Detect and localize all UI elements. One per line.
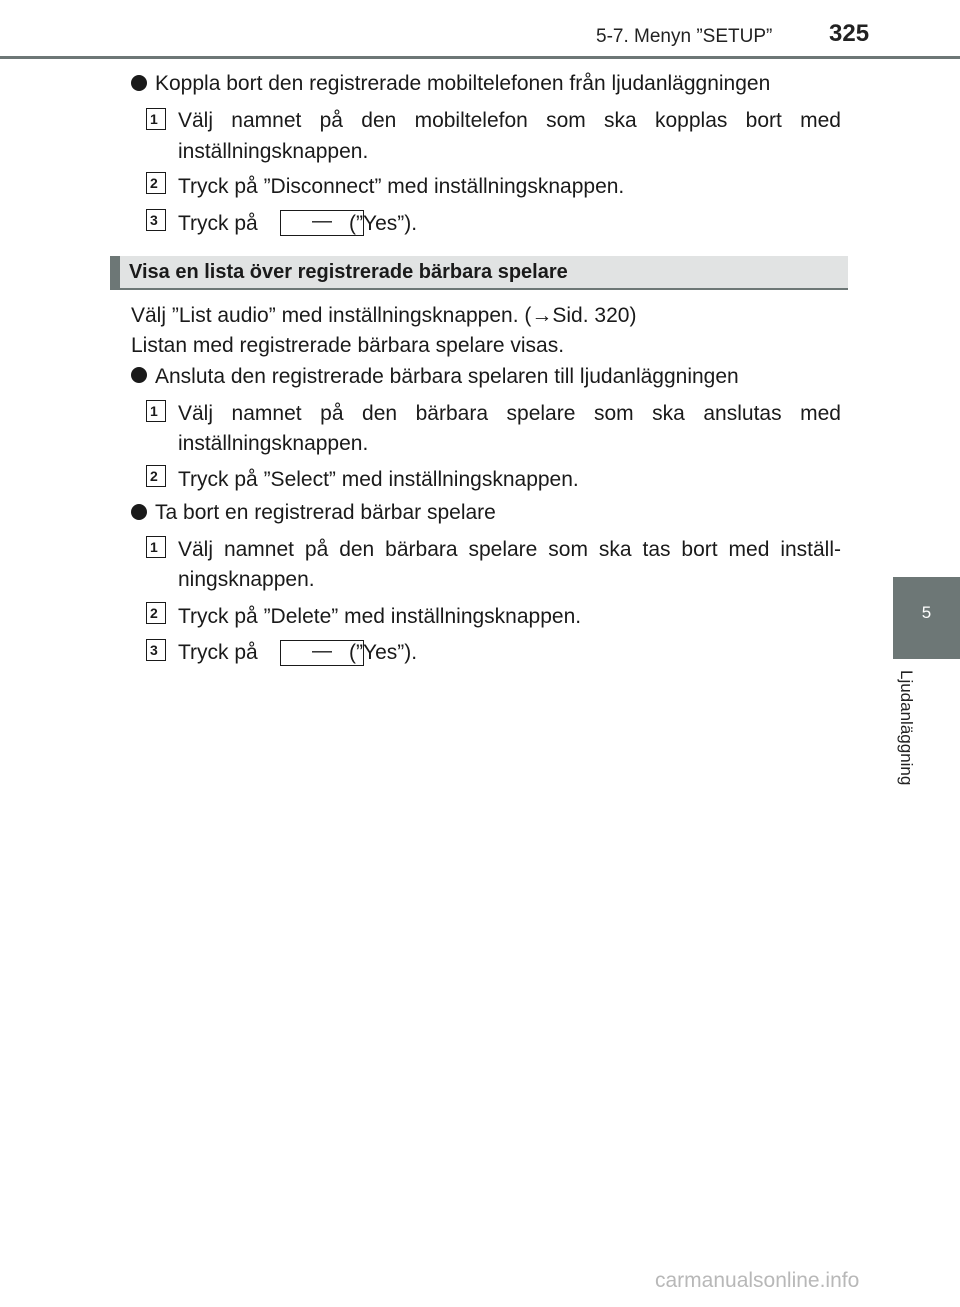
connect-title: Ansluta den registrerade bärbara spelaren till ljudanläggningen — [155, 365, 739, 388]
step-text-prefix: Tryck på — [178, 212, 258, 235]
step-text-continued: inställningsknappen. — [178, 432, 369, 455]
step-badge: 1 — [146, 536, 166, 558]
step-text: Tryck på ”Delete” med inställningsknappen. — [178, 605, 582, 628]
bullet-icon — [131, 367, 147, 383]
watermark: carmanualsonline.info — [655, 1269, 860, 1292]
step-text: Välj namnet på den mobiltelefon som ska kopplas bort med — [178, 109, 841, 132]
header-section-title: 5-7. Menyn ”SETUP” — [596, 26, 773, 47]
step-text-suffix: (”Yes”). — [349, 641, 418, 664]
disconnect-title: Koppla bort den registrerade mobiltelefonen från ljudanläggningen — [155, 72, 771, 95]
yes-button-icon: — — [280, 640, 364, 666]
chapter-tab-number: 5 — [921, 603, 932, 622]
section-title: Visa en lista över registrerade bärbara spelare — [129, 261, 568, 283]
step-badge: 3 — [146, 209, 166, 231]
yes-button-icon: — — [280, 210, 364, 236]
step-badge: 2 — [146, 602, 166, 624]
step-text: Tryck på ”Disconnect” med inställningsknappen. — [178, 175, 625, 198]
section-header-bar — [110, 256, 120, 288]
remove-title: Ta bort en registrerad bärbar spelare — [155, 501, 496, 524]
page-number: 325 — [829, 20, 870, 47]
step-text-prefix: Tryck på — [178, 641, 258, 664]
step-badge: 2 — [146, 465, 166, 487]
header-rule — [0, 56, 960, 59]
section-intro-result: Listan med registrerade bärbara spelare visas. — [131, 334, 565, 357]
bullet-icon — [131, 75, 147, 91]
bullet-icon — [131, 504, 147, 520]
step-text-continued: ningsknappen. — [178, 568, 315, 591]
step-text-continued: inställningsknappen. — [178, 140, 369, 163]
step-badge: 2 — [146, 172, 166, 194]
step-badge: 3 — [146, 639, 166, 661]
chapter-label: Ljudanläggning — [897, 670, 916, 786]
step-text: Välj namnet på den bärbara spelare som ska tas bort med inställ- — [178, 538, 841, 561]
step-text-suffix: (”Yes”). — [349, 212, 418, 235]
section-header — [110, 256, 848, 290]
step-text: Tryck på ”Select” med inställningsknappen. — [178, 468, 579, 491]
step-badge: 1 — [146, 400, 166, 422]
step-text: Välj namnet på den bärbara spelare som ska anslutas med — [178, 402, 841, 425]
step-badge: 1 — [146, 108, 166, 130]
section-intro: Välj ”List audio” med inställningsknappen. (→Sid. 320) — [131, 304, 637, 327]
